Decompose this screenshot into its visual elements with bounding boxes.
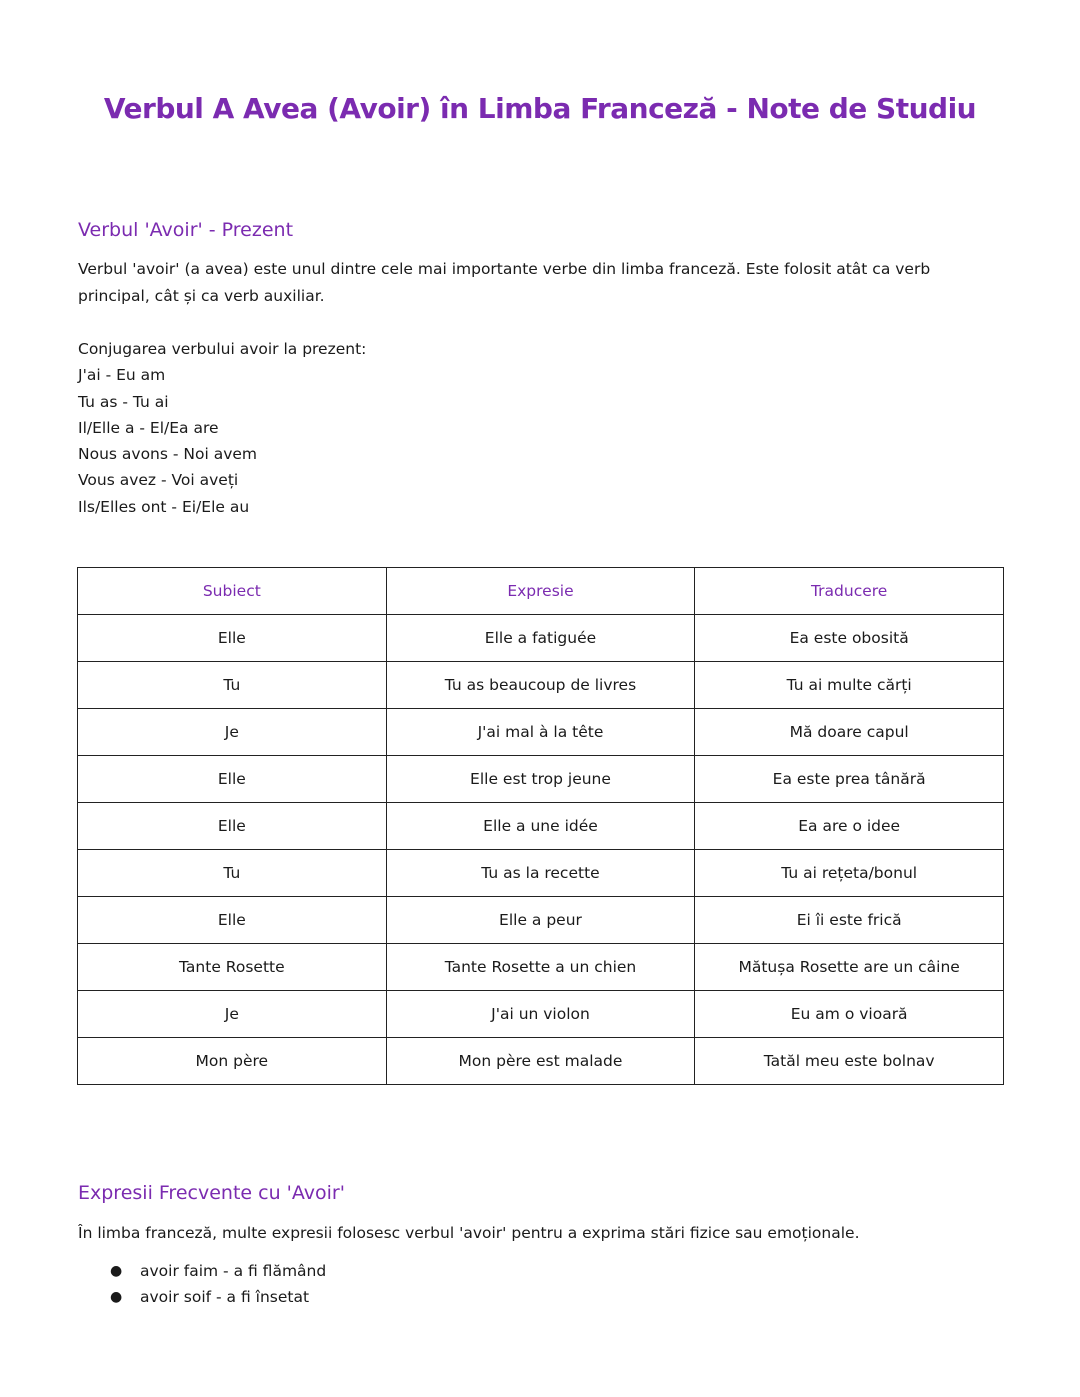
cell-subject: Elle xyxy=(78,897,387,944)
section-heading-expressions: Expresii Frecvente cu 'Avoir' xyxy=(78,1182,345,1204)
cell-subject: Je xyxy=(78,991,387,1038)
cell-subject: Tu xyxy=(78,850,387,897)
cell-subject: Elle xyxy=(78,756,387,803)
table-row xyxy=(78,850,1004,897)
cell-expression: Elle a fatiguée xyxy=(386,615,695,662)
cell-translation: Ea este prea tânără xyxy=(695,756,1004,803)
list-item xyxy=(110,1258,326,1284)
cell-subject: Elle xyxy=(78,803,387,850)
list-item-text: avoir soif - a fi însetat xyxy=(140,1288,310,1306)
bullet-icon: ● xyxy=(110,1289,123,1305)
table-row xyxy=(78,756,1004,803)
expressions-list xyxy=(110,1258,326,1310)
conjugation-line: J'ai - Eu am xyxy=(78,366,166,385)
cell-expression: Tu as la recette xyxy=(386,850,695,897)
cell-translation: Tu ai rețeta/bonul xyxy=(695,850,1004,897)
cell-translation: Eu am o vioară xyxy=(695,991,1004,1038)
list-item xyxy=(110,1284,326,1310)
page-title: Verbul A Avea (Avoir) în Limba Franceză - Note de Studiu xyxy=(103,92,977,125)
conjugation-line: Tu as - Tu ai xyxy=(78,392,169,411)
conjugation-line: Ils/Elles ont - Ei/Ele au xyxy=(78,497,250,516)
column-header-expression: Expresie xyxy=(386,568,695,615)
conjugation-line: Nous avons - Noi avem xyxy=(78,445,258,464)
cell-expression: Mon père est malade xyxy=(386,1038,695,1085)
conjugation-title: Conjugarea verbului avoir la prezent: xyxy=(78,340,367,358)
cell-subject: Je xyxy=(78,709,387,756)
cell-subject: Tante Rosette xyxy=(78,944,387,991)
cell-subject: Mon père xyxy=(78,1038,387,1085)
table-row xyxy=(78,897,1004,944)
cell-expression: J'ai un violon xyxy=(386,991,695,1038)
cell-expression: Elle est trop jeune xyxy=(386,756,695,803)
table-row xyxy=(78,944,1004,991)
cell-expression: Elle a une idée xyxy=(386,803,695,850)
conjugation-block xyxy=(78,336,366,520)
expressions-table xyxy=(77,567,1004,1085)
cell-translation: Ea este obosită xyxy=(695,615,1004,662)
cell-translation: Tu ai multe cărți xyxy=(695,662,1004,709)
cell-subject: Elle xyxy=(78,615,387,662)
section-heading-present: Verbul 'Avoir' - Prezent xyxy=(78,219,294,241)
expressions-intro: În limba franceză, multe expresii folosesc verbul 'avoir' pentru a exprima stări fizice sau emoționale. xyxy=(78,1224,860,1242)
conjugation-line: Vous avez - Voi aveți xyxy=(78,471,239,490)
cell-translation: Mă doare capul xyxy=(695,709,1004,756)
cell-translation: Ei îi este frică xyxy=(695,897,1004,944)
column-header-translation: Traducere xyxy=(695,568,1004,615)
cell-expression: J'ai mal à la tête xyxy=(386,709,695,756)
conjugation-line: Il/Elle a - El/Ea are xyxy=(78,418,219,437)
cell-translation: Mătușa Rosette are un câine xyxy=(695,944,1004,991)
column-header-subject: Subiect xyxy=(78,568,387,615)
cell-subject: Tu xyxy=(78,662,387,709)
table-row xyxy=(78,1038,1004,1085)
cell-expression: Elle a peur xyxy=(386,897,695,944)
table-row xyxy=(78,662,1004,709)
intro-paragraph: Verbul 'avoir' (a avea) este unul dintre cele mai importante verbe din limba franceză. Este folosit atât ca verb principal, cât și ca verb auxiliar. xyxy=(78,260,931,305)
table-header-row xyxy=(78,568,1004,615)
table-row xyxy=(78,615,1004,662)
table-row xyxy=(78,803,1004,850)
cell-expression: Tu as beaucoup de livres xyxy=(386,662,695,709)
table-row xyxy=(78,709,1004,756)
cell-translation: Tatăl meu este bolnav xyxy=(695,1038,1004,1085)
list-item-text: avoir faim - a fi flămând xyxy=(140,1262,327,1280)
cell-expression: Tante Rosette a un chien xyxy=(386,944,695,991)
cell-translation: Ea are o idee xyxy=(695,803,1004,850)
bullet-icon: ● xyxy=(110,1263,123,1279)
table-row xyxy=(78,991,1004,1038)
